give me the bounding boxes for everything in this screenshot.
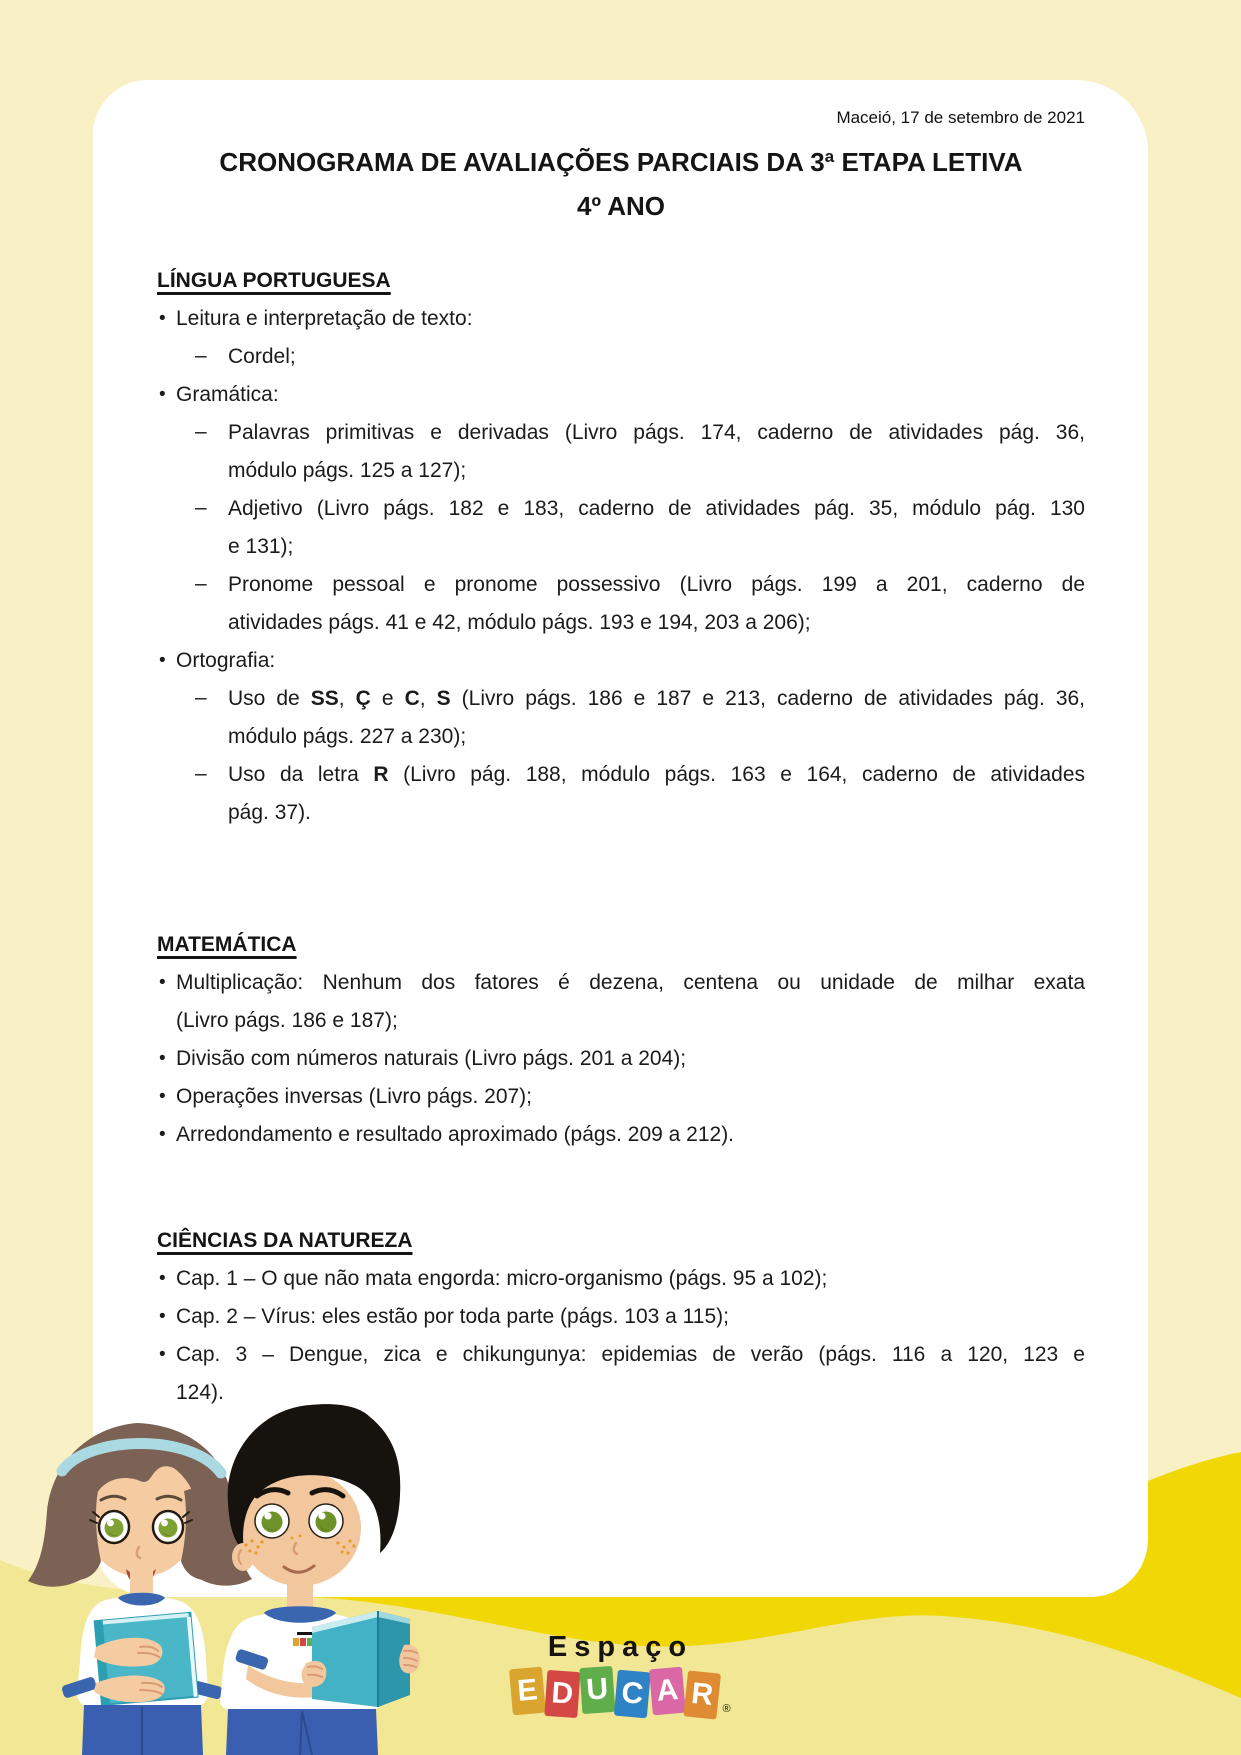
dash-icon: –	[195, 762, 207, 785]
logo-block-a: A	[649, 1667, 686, 1716]
dash-icon: –	[195, 420, 207, 443]
list-item	[157, 1260, 1085, 1298]
list-item	[157, 1078, 1085, 1116]
dash-icon: –	[195, 344, 207, 367]
item-text: Operações inversas (Livro págs. 207);	[176, 1085, 533, 1108]
boy-eye-left	[255, 1504, 289, 1538]
logo-block-d: D	[545, 1670, 581, 1718]
list-subitem	[157, 414, 1085, 490]
list-item	[157, 1116, 1085, 1154]
espaco-educar-logo	[498, 1630, 743, 1715]
document-title	[157, 140, 1085, 228]
item-text: Gramática:	[176, 383, 279, 406]
bullet-icon: •	[159, 1344, 166, 1365]
list-item	[157, 376, 1085, 414]
bullet-icon: •	[159, 1268, 166, 1289]
section-ciencias-da-natureza	[157, 1222, 1085, 1412]
list-item	[157, 964, 1085, 1040]
children-illustration	[0, 1395, 430, 1755]
item-text: Adjetivo (Livro págs. 182 e 183, caderno de atividades pág. 35, módulo pág. 130 e 131);	[228, 497, 1085, 558]
bullet-list	[157, 1260, 1085, 1412]
item-text: Cordel;	[228, 345, 296, 368]
boy-eye-right	[309, 1504, 343, 1538]
section-heading: CIÊNCIAS DA NATUREZA	[157, 1229, 413, 1252]
list-item	[157, 1298, 1085, 1336]
item-text: Cap. 1 – O que não mata engorda: micro-organismo (págs. 95 a 102);	[176, 1267, 828, 1290]
title-line-2: 4º ANO	[577, 191, 665, 221]
item-text: Divisão com números naturais (Livro págs. 201 a 204);	[176, 1047, 687, 1070]
item-text: Multiplicação: Nenhum dos fatores é dezena, centena ou unidade de milhar exata (Livro págs. 186 e 187);	[176, 971, 1085, 1032]
dash-icon: –	[195, 496, 207, 519]
document-content	[93, 80, 1148, 1412]
boy-open-book	[312, 1611, 410, 1707]
date-line: Maceió, 17 de setembro de 2021	[836, 108, 1085, 127]
document-card	[93, 80, 1148, 1597]
list-subitem	[157, 566, 1085, 642]
list-subitem	[157, 756, 1085, 832]
boy-ear	[232, 1543, 254, 1571]
item-text: Ortografia:	[176, 649, 276, 672]
logo-block-e: E	[509, 1667, 546, 1716]
bullet-icon: •	[159, 308, 166, 329]
item-text: Palavras primitivas e derivadas (Livro págs. 174, caderno de atividades pág. 36, módulo págs. 125 a 127);	[228, 421, 1085, 482]
bullet-icon: •	[159, 384, 166, 405]
list-subitem	[157, 680, 1085, 756]
logo-word-espaco: Espaço	[547, 1631, 694, 1663]
list-subitem	[157, 338, 1085, 376]
section-heading: LÍNGUA PORTUGUESA	[157, 269, 391, 292]
bullet-list	[157, 964, 1085, 1154]
bullet-icon: •	[159, 1124, 166, 1145]
list-subitem	[157, 490, 1085, 566]
list-item	[157, 1040, 1085, 1078]
item-text: Uso de SS, Ç e C, S (Livro págs. 186 e 187 e 213, caderno de atividades pág. 36, módulo págs. 227 a 230);	[228, 687, 1086, 748]
list-item	[157, 300, 1085, 338]
dash-icon: –	[195, 686, 207, 709]
section-matematica	[157, 926, 1085, 1154]
logo-block-r: R	[684, 1670, 722, 1719]
logo-block-c: C	[614, 1670, 651, 1719]
dash-icon: –	[195, 572, 207, 595]
bullet-icon: •	[159, 972, 166, 993]
bullet-icon: •	[159, 1306, 166, 1327]
list-item	[157, 642, 1085, 680]
section-lingua-portuguesa	[157, 262, 1085, 832]
item-text: Pronome pessoal e pronome possessivo (Livro págs. 199 a 201, caderno de atividades págs. 41 e 42, módulo págs. 193 e 194, 203 a 206);	[228, 573, 1085, 634]
girl-illustration	[28, 1423, 252, 1755]
title-line-1: CRONOGRAMA DE AVALIAÇÕES PARCIAIS DA 3ª ETAPA LETIVA	[219, 147, 1023, 177]
item-text: Cap. 3 – Dengue, zica e chikungunya: epidemias de verão (págs. 116 a 120, 123 e 124).	[176, 1343, 1085, 1404]
item-text: Arredondamento e resultado aproximado (págs. 209 a 212).	[176, 1123, 735, 1146]
logo-blocks	[498, 1669, 743, 1715]
bullet-list	[157, 300, 1085, 832]
section-heading: MATEMÁTICA	[157, 933, 297, 956]
registered-mark: ®	[722, 1703, 731, 1715]
bullet-icon: •	[159, 1086, 166, 1107]
bullet-icon: •	[159, 650, 166, 671]
logo-block-u: U	[580, 1666, 616, 1714]
item-text: Uso da letra R (Livro pág. 188, módulo págs. 163 e 164, caderno de atividades pág. 37).	[228, 763, 1085, 824]
item-text: Leitura e interpretação de texto:	[176, 307, 473, 330]
item-text: Cap. 2 – Vírus: eles estão por toda parte (págs. 103 a 115);	[176, 1305, 729, 1328]
bullet-icon: •	[159, 1048, 166, 1069]
